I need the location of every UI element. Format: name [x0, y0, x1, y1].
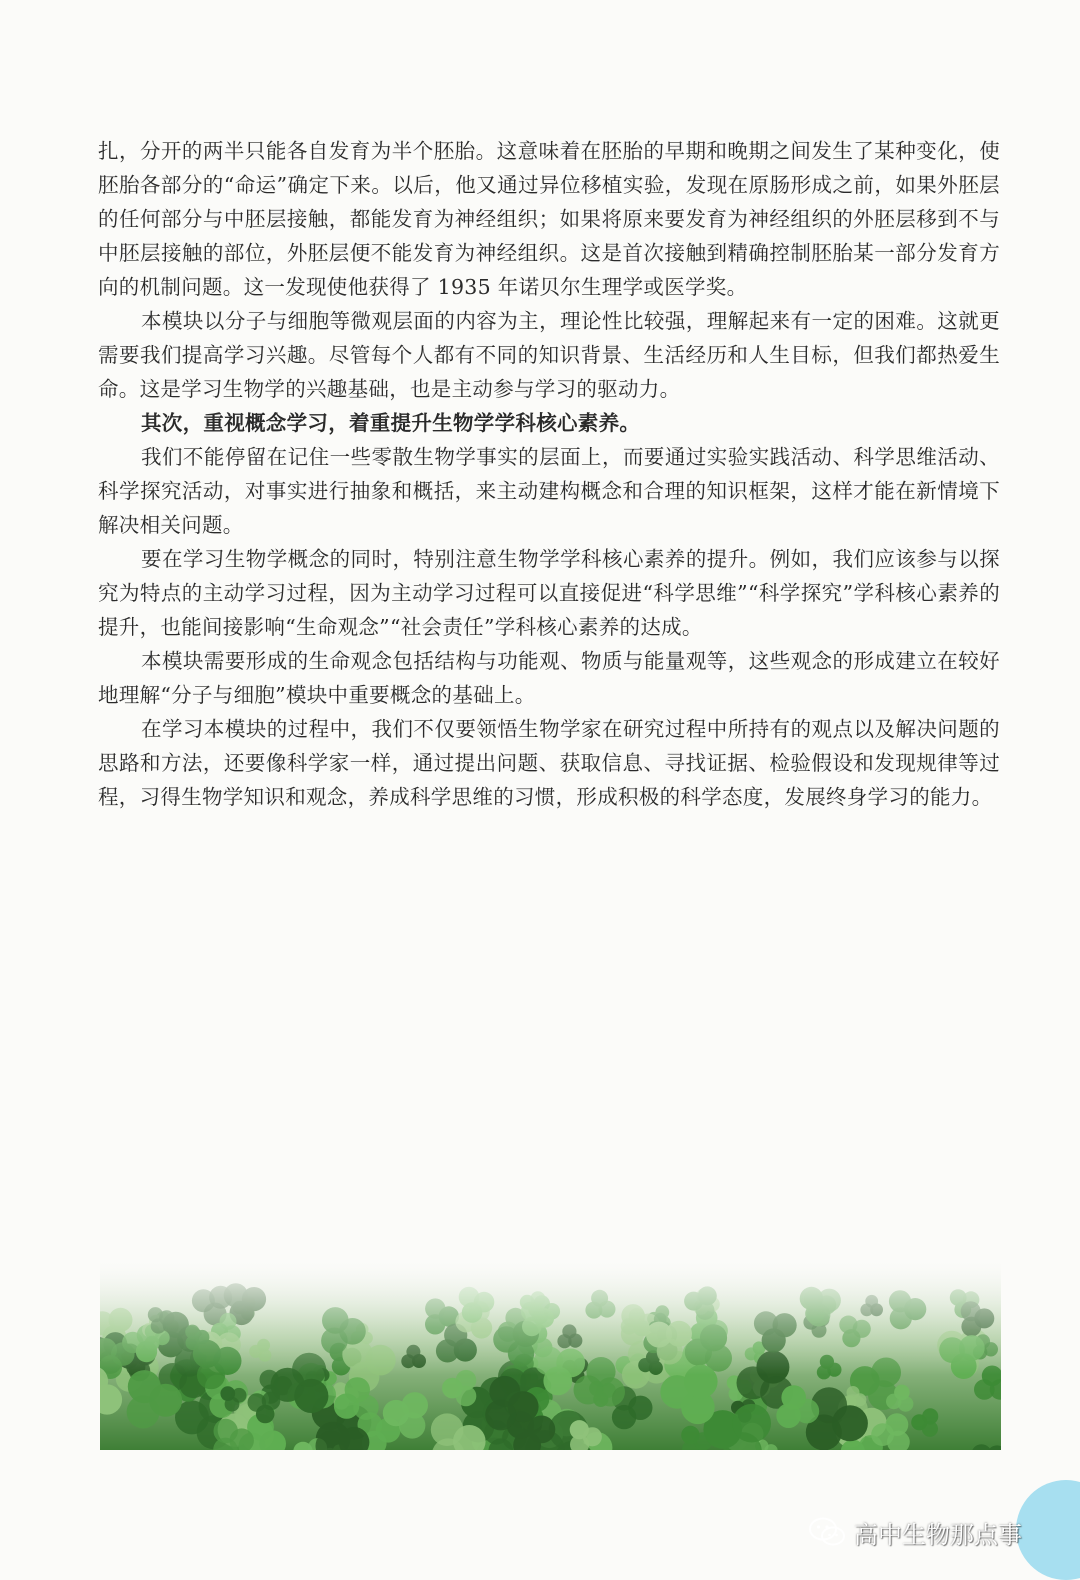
page-number-tab — [1016, 1480, 1080, 1580]
paragraph-core-literacy: 要在学习生物学概念的同时，特别注意生物学学科核心素养的提升。例如，我们应该参与以探究为特点的主动学习过程，因为主动学习过程可以直接促进“科学思维”“科学探究”学科核心素养的提升，也能间接影响“生命观念”“社会责任”学科核心素养的达成。 — [98, 542, 1000, 644]
clover-photo — [100, 1262, 1001, 1450]
paragraph-module-interest: 本模块以分子与细胞等微观层面的内容为主，理论性比较强，理解起来有一定的困难。这就更需要我们提高学习兴趣。尽管每个人都有不同的知识背景、生活经历和人生目标，但我们都热爱生命。这是学习生物学的兴趣基础，也是主动参与学习的驱动力。 — [98, 304, 1000, 406]
wechat-icon — [808, 1516, 846, 1548]
watermark-text: 高中生物那点事 — [854, 1515, 1022, 1550]
paragraph-life-concepts: 本模块需要形成的生命观念包括结构与功能观、物质与能量观等，这些观念的形成建立在较好地理解“分子与细胞”模块中重要概念的基础上。 — [98, 644, 1000, 712]
section-heading: 其次，重视概念学习，着重提升生物学学科核心素养。 — [98, 406, 1000, 440]
clover-illustration — [100, 1262, 1001, 1450]
paragraph-concepts: 我们不能停留在记住一些零散生物学事实的层面上，而要通过实验实践活动、科学思维活动、科学探究活动，对事实进行抽象和概括，来主动建构概念和合理的知识框架，这样才能在新情境下解决相关问题。 — [98, 440, 1000, 542]
text-body — [98, 134, 1000, 814]
paragraph-learning-process: 在学习本模块的过程中，我们不仅要领悟生物学家在研究过程中所持有的观点以及解决问题的思路和方法，还要像科学家一样，通过提出问题、获取信息、寻找证据、检验假设和发现规律等过程，习得生物学知识和观念，养成科学思维的习惯，形成积极的科学态度，发展终身学习的能力。 — [98, 712, 1000, 814]
watermark — [808, 1512, 1022, 1552]
paragraph-continued: 扎，分开的两半只能各自发育为半个胚胎。这意味着在胚胎的早期和晚期之间发生了某种变化，使胚胎各部分的“命运”确定下来。以后，他又通过异位移植实验，发现在原肠形成之前，如果外胚层的任何部分与中胚层接触，都能发育为神经组织；如果将原来要发育为神经组织的外胚层移到不与中胚层接触的部位，外胚层便不能发育为神经组织。这是首次接触到精确控制胚胎某一部分发育方向的机制问题。这一发现使他获得了 1935 年诺贝尔生理学或医学奖。 — [98, 134, 1000, 304]
